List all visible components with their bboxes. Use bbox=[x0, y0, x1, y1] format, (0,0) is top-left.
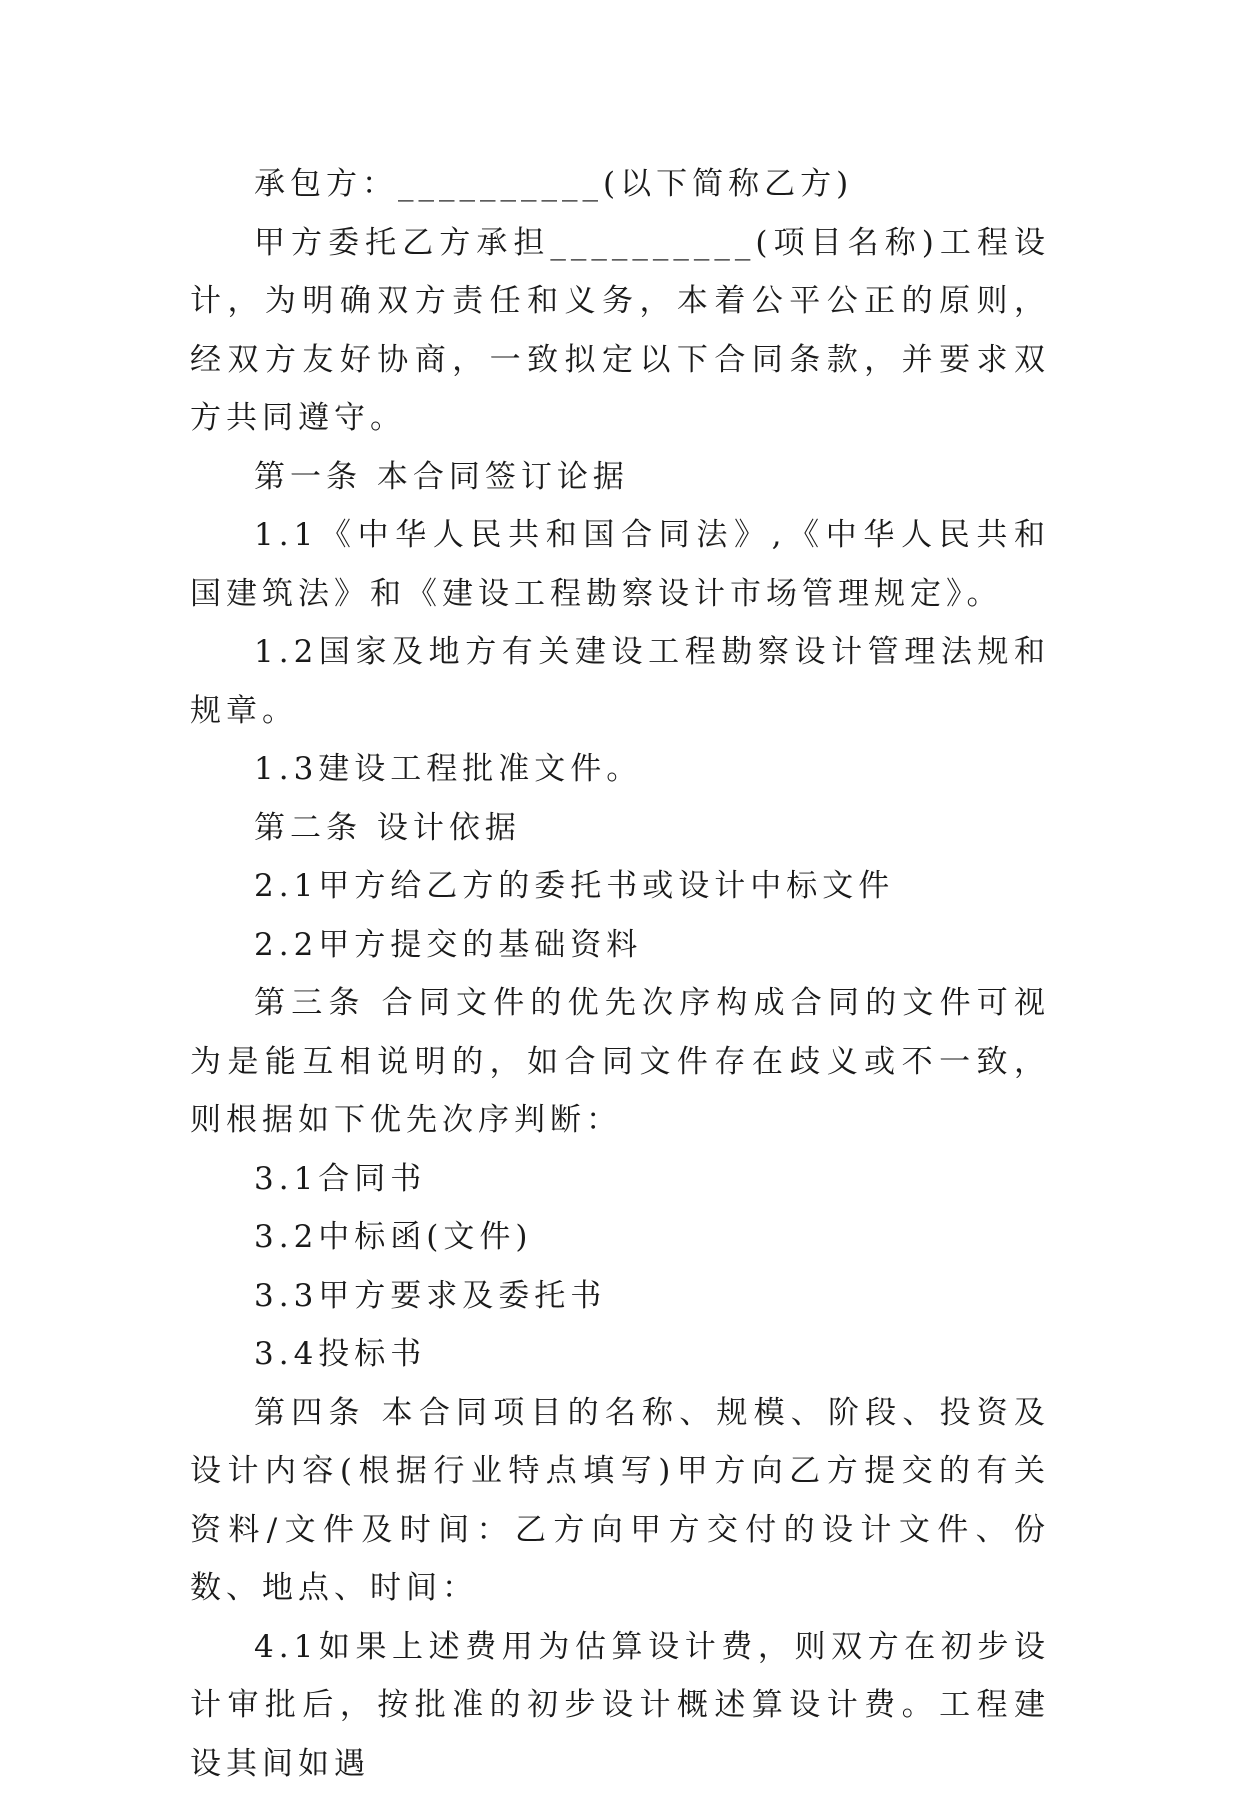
document-body bbox=[190, 155, 1050, 1793]
article-3-paragraph: 第三条 合同文件的优先次序构成合同的文件可视为是能互相说明的，如合同文件存在歧义或不一致，则根据如下优先次序判断： bbox=[190, 974, 1050, 1150]
clause-2-2: 2.2甲方提交的基础资料 bbox=[190, 916, 1050, 975]
clause-3-4: 3.4投标书 bbox=[190, 1325, 1050, 1384]
preamble-paragraph: 甲方委托乙方承担__________(项目名称)工程设计，为明确双方责任和义务，本着公平公正的原则，经双方友好协商，一致拟定以下合同条款，并要求双方共同遵守。 bbox=[190, 214, 1050, 448]
contractor-line: 承包方：__________(以下简称乙方) bbox=[190, 155, 1050, 214]
clause-3-3: 3.3甲方要求及委托书 bbox=[190, 1267, 1050, 1326]
clause-1-3: 1.3建设工程批准文件。 bbox=[190, 740, 1050, 799]
clause-3-1: 3.1合同书 bbox=[190, 1150, 1050, 1209]
clause-1-1: 1.1《中华人民共和国合同法》,《中华人民共和国建筑法》和《建设工程勘察设计市场管理规定》。 bbox=[190, 506, 1050, 623]
article-4-paragraph: 第四条 本合同项目的名称、规模、阶段、投资及设计内容(根据行业特点填写)甲方向乙方提交的有关资料/文件及时间：乙方向甲方交付的设计文件、份数、地点、时间： bbox=[190, 1384, 1050, 1618]
article-2-heading: 第二条 设计依据 bbox=[190, 799, 1050, 858]
clause-3-2: 3.2中标函(文件) bbox=[190, 1208, 1050, 1267]
article-1-heading: 第一条 本合同签订论据 bbox=[190, 448, 1050, 507]
clause-2-1: 2.1甲方给乙方的委托书或设计中标文件 bbox=[190, 857, 1050, 916]
clause-1-2: 1.2国家及地方有关建设工程勘察设计管理法规和规章。 bbox=[190, 623, 1050, 740]
clause-4-1: 4.1如果上述费用为估算设计费，则双方在初步设计审批后，按批准的初步设计概述算设计费。工程建设其间如遇 bbox=[190, 1618, 1050, 1793]
